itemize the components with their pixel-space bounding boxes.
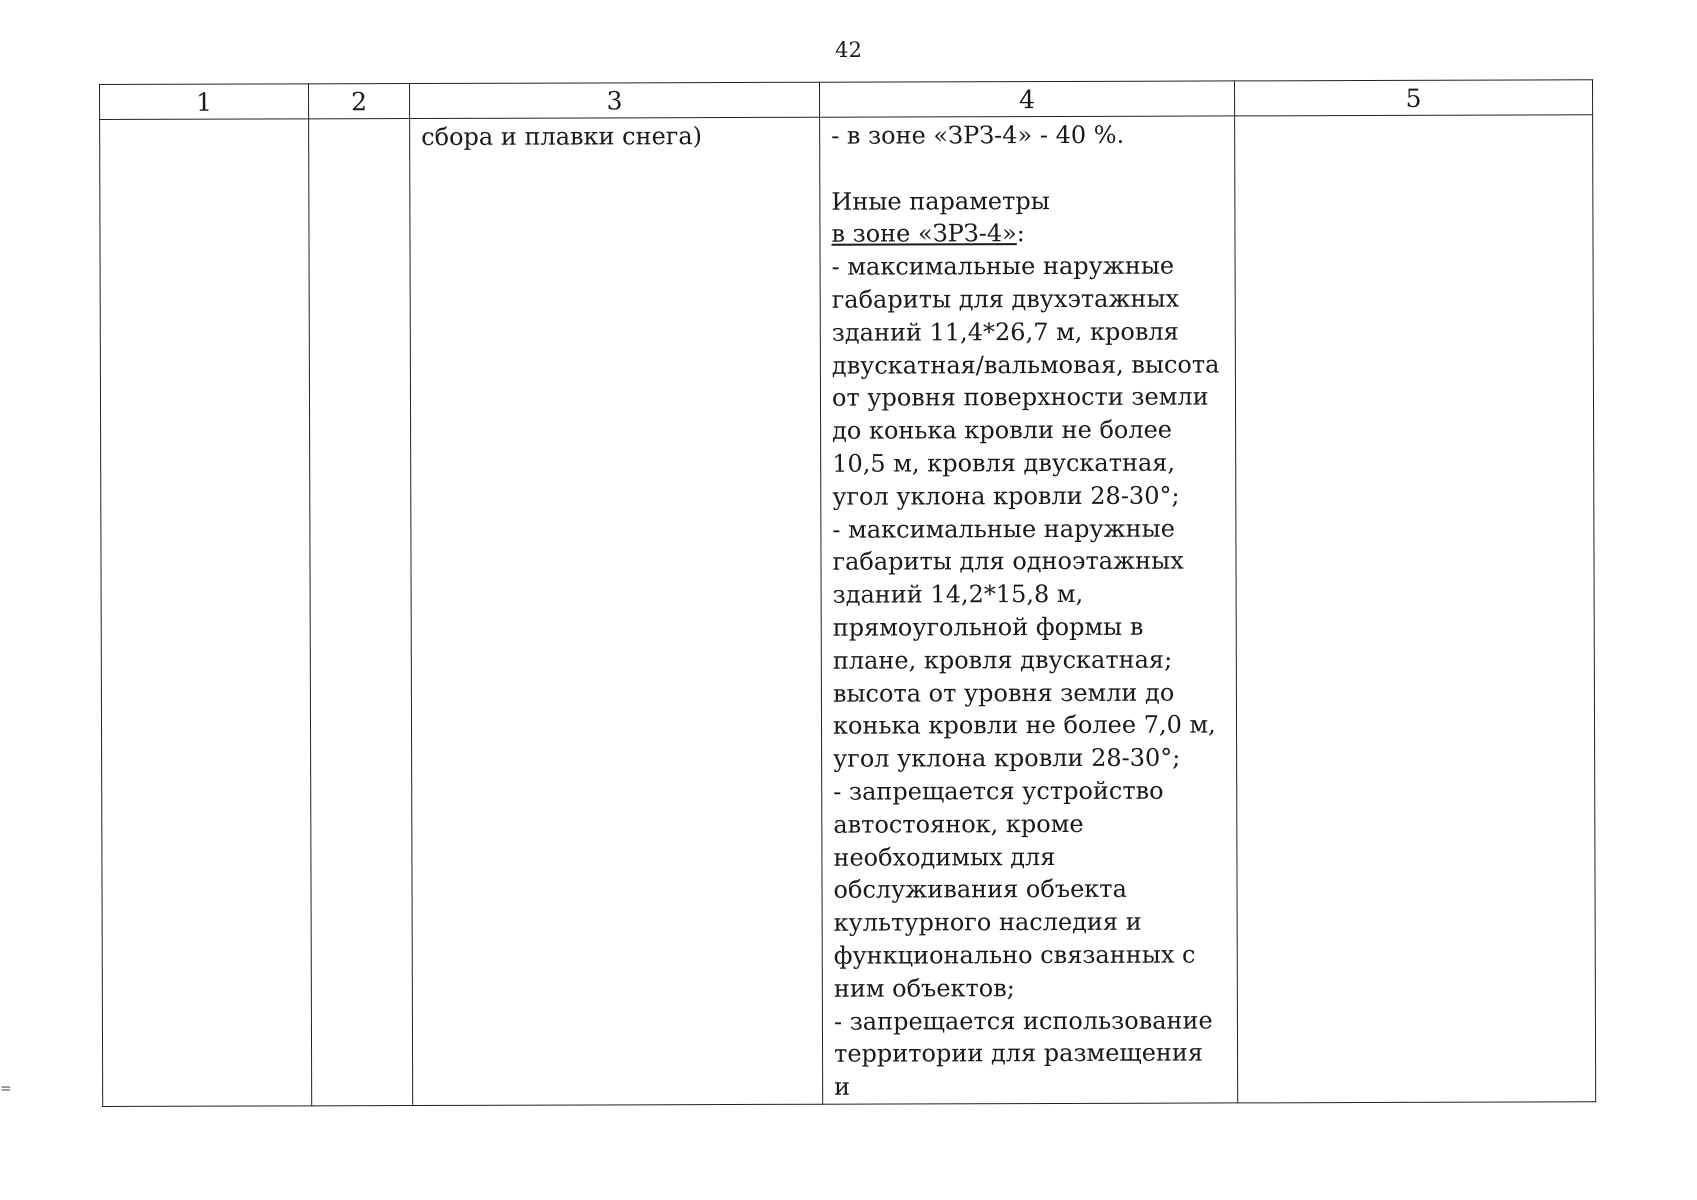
column-header-3: 3 bbox=[410, 82, 820, 118]
margin-mark: = bbox=[0, 1081, 12, 1097]
table-row bbox=[100, 115, 1596, 1107]
cell-col-2 bbox=[309, 119, 413, 1106]
column-header-4: 4 bbox=[819, 81, 1234, 117]
page-number: 42 bbox=[835, 38, 862, 62]
param-paragraph-territory: - запрещается использование территории для размещения и bbox=[833, 1006, 1213, 1101]
cell-col-1 bbox=[100, 119, 312, 1107]
column-header-2: 2 bbox=[309, 84, 410, 119]
zone-percentage-line: - в зоне «ЗРЗ-4» - 40 %. bbox=[831, 120, 1125, 150]
cell-col-3 bbox=[410, 117, 823, 1105]
other-params-heading: Иные параметры bbox=[831, 186, 1050, 216]
param-paragraph-one-storey: - максимальные наружные габариты для одноэтажных зданий 14,2*15,8 м, прямоугольной формы в плане, кровля двускатная; высота от уровня земли до конька кровли не более 7,0 м, угол уклона кровли 28-30°; bbox=[832, 514, 1216, 773]
zone-label-colon: : bbox=[1016, 219, 1025, 248]
param-paragraph-parking: - запрещается устройство автостоянок, кроме необходимых для обслуживания объекта культурного наследия и функционально связанных с ним объектов; bbox=[833, 776, 1196, 1003]
param-paragraph-two-storey: - максимальные наружные габариты для двухэтажных зданий 11,4*26,7 м, кровля двускатная/вальмовая, высота от уровня поверхности земли до конька кровли не более 10,5 м, кровля двускатная, угол уклона кровли 28-30°; bbox=[831, 251, 1220, 511]
zone-label-line bbox=[831, 217, 1222, 251]
column-header-5: 5 bbox=[1234, 80, 1592, 116]
table-header-row bbox=[100, 80, 1593, 120]
cell-col-4-content bbox=[820, 116, 1237, 1103]
regulation-table bbox=[99, 79, 1596, 1107]
cell-col-4 bbox=[820, 116, 1238, 1104]
cell-col-3-text: сбора и плавки снега) bbox=[421, 122, 703, 151]
cell-col-5 bbox=[1235, 115, 1596, 1103]
blank-line bbox=[831, 151, 1222, 185]
zone-label: в зоне «ЗРЗ-4» bbox=[831, 219, 1017, 249]
column-header-1: 1 bbox=[100, 84, 309, 120]
